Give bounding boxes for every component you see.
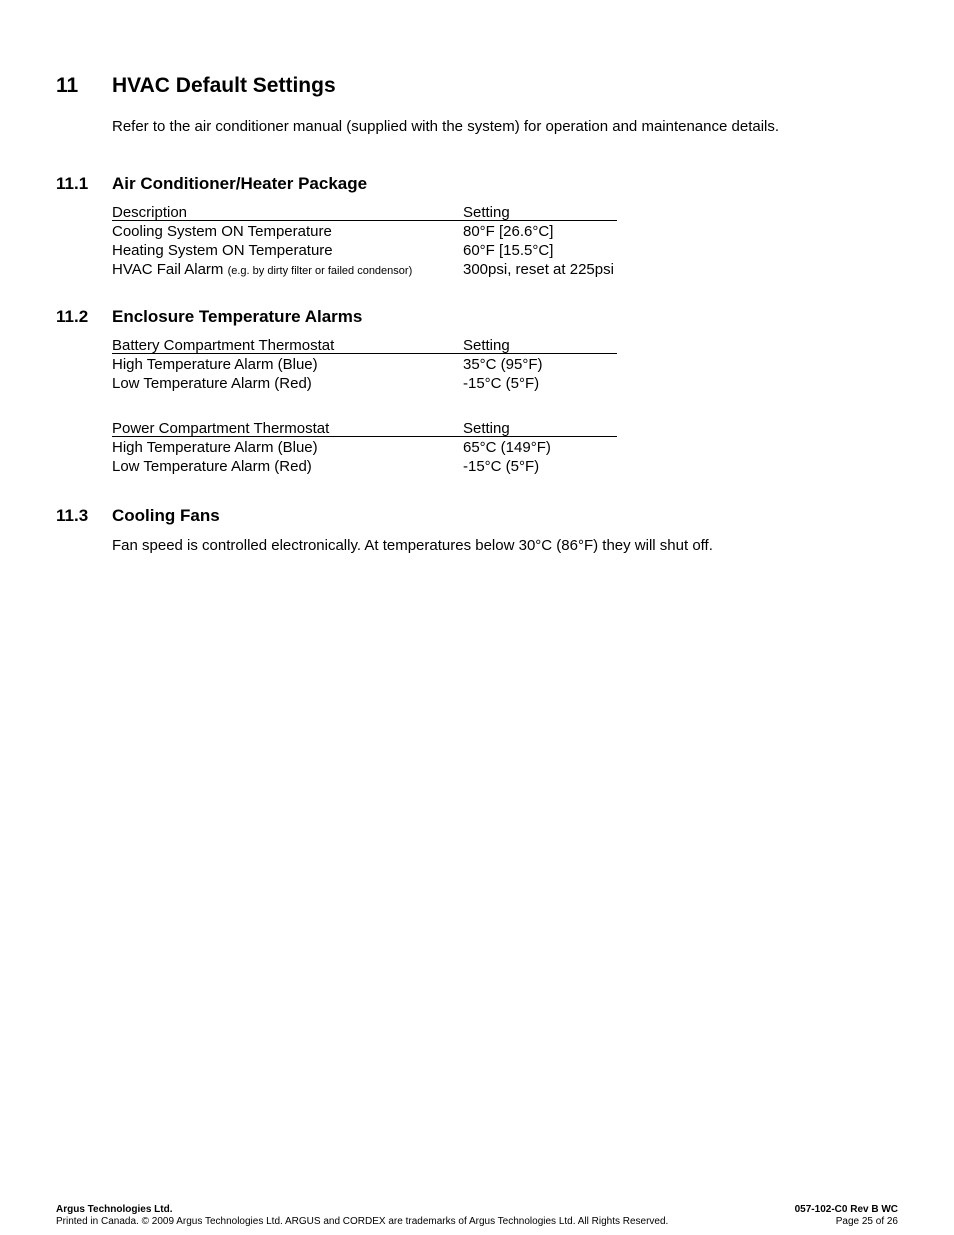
table-row [112,241,622,260]
row-description-main: HVAC Fail Alarm [112,261,224,278]
section-intro: Refer to the air conditioner manual (supplied with the system) for operation and maintenance details. [112,118,780,135]
battery-alarms-table [112,337,622,393]
section-title: HVAC Default Settings [112,74,336,97]
table-row [112,438,622,457]
table-header [112,204,622,222]
column-header-description: Description [112,204,188,221]
row-description: Low Temperature Alarm (Red) [112,458,312,475]
subsection-number: 11.1 [56,174,89,193]
table-row [112,374,622,393]
subsection-heading-11-2 [56,307,362,327]
table-header [112,420,622,438]
footer-left [56,1204,668,1228]
footer-copyright: Printed in Canada. © 2009 Argus Technologies Ltd. ARGUS and CORDEX are trademarks of Argus Technologies Ltd. All Rights Reserved. [56,1216,669,1227]
subsection-title: Air Conditioner/Heater Package [112,174,368,193]
row-description [112,260,412,281]
footer-doc-number: 057-102-C0 Rev B WC [794,1204,898,1215]
subsection-title: Cooling Fans [112,506,220,525]
header-underline [112,353,617,354]
table-row [112,355,622,374]
column-header-description: Battery Compartment Thermostat [112,337,335,354]
column-header-setting: Setting [463,204,510,221]
row-setting: 300psi, reset at 225psi [463,261,614,278]
hvac-settings-table [112,204,622,279]
subsection-title: Enclosure Temperature Alarms [112,307,363,326]
row-description: High Temperature Alarm (Blue) [112,356,318,373]
row-setting: -15°C (5°F) [463,458,540,475]
row-setting: -15°C (5°F) [463,375,540,392]
subsection-heading-11-3 [56,506,220,526]
row-description: Heating System ON Temperature [112,242,333,259]
table-header [112,337,622,355]
column-header-setting: Setting [463,337,510,354]
section-heading [56,74,336,98]
column-header-description: Power Compartment Thermostat [112,420,330,437]
row-description: Low Temperature Alarm (Red) [112,375,312,392]
subsection-number: 11.2 [56,307,89,326]
cooling-fans-text: Fan speed is controlled electronically. At temperatures below 30°C (86°F) they will shut off. [112,537,713,554]
subsection-heading-11-1 [56,174,367,194]
row-setting: 65°C (149°F) [463,439,551,456]
power-alarms-table [112,420,622,476]
row-setting: 35°C (95°F) [463,356,543,373]
footer-right [795,1204,898,1228]
row-description: Cooling System ON Temperature [112,223,332,240]
subsection-number: 11.3 [56,506,89,525]
header-underline [112,220,617,221]
section-number: 11 [56,74,79,97]
column-header-setting: Setting [463,420,510,437]
table-row [112,260,622,279]
footer-company: Argus Technologies Ltd. [56,1204,173,1215]
table-row [112,222,622,241]
table-row [112,457,622,476]
header-underline [112,436,617,437]
footer-page-number: Page 25 of 26 [835,1216,898,1227]
row-description: High Temperature Alarm (Blue) [112,439,318,456]
row-description-note: (e.g. by dirty filter or failed condensor) [227,265,413,277]
row-setting: 60°F [15.5°C] [463,242,554,259]
row-setting: 80°F [26.6°C] [463,223,554,240]
